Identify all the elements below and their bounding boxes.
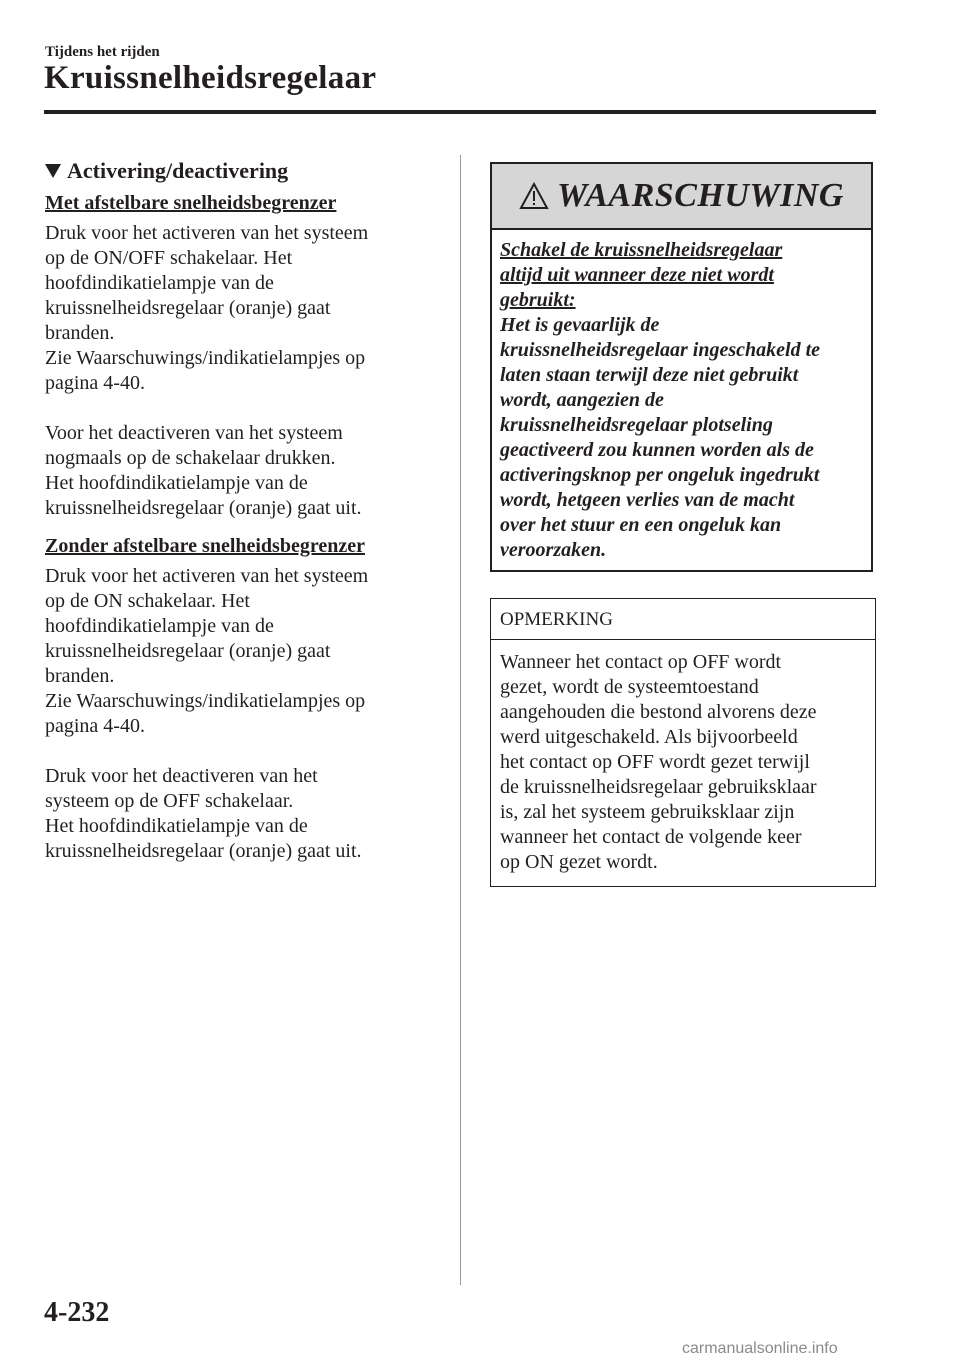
text-line: hoofdindikatielampje van de	[45, 615, 274, 637]
note-text-line: het contact op OFF wordt gezet terwijl	[500, 751, 810, 773]
warning-triangle-icon	[519, 182, 549, 210]
text-line: nogmaals op de schakelaar drukken.	[45, 447, 336, 469]
warning-text-line: wordt, hetgeen verlies van de macht	[500, 489, 795, 511]
text-line: branden.	[45, 665, 115, 687]
warning-text-line: activeringsknop per ongeluk ingedrukt	[500, 464, 820, 486]
paragraph-without-limiter-activate	[45, 564, 445, 739]
warning-text-line: kruissnelheidsregelaar ingeschakeld te	[500, 339, 821, 361]
section-title: Activering/deactivering	[67, 158, 289, 183]
note-text-line: wanneer het contact de volgende keer	[500, 826, 802, 848]
subsection-title-without-limiter: Zonder afstelbare snelheidsbegrenzer	[45, 535, 365, 557]
note-text-line: gezet, wordt de systeemtoestand	[500, 676, 759, 698]
text-line: pagina 4-40.	[45, 372, 145, 394]
text-line: op de ON/OFF schakelaar. Het	[45, 247, 293, 269]
text-line: Het hoofdindikatielampje van de	[45, 472, 308, 494]
column-divider	[460, 155, 461, 1285]
text-line: Druk voor het activeren van het systeem	[45, 565, 369, 587]
text-line: branden.	[45, 322, 115, 344]
page-number: 4-232	[44, 1297, 110, 1328]
text-line: Zie Waarschuwings/indikatielampjes op	[45, 347, 366, 369]
note-text-line: de kruissnelheidsregelaar gebruiksklaar	[500, 776, 817, 798]
warning-body	[492, 230, 871, 563]
note-body	[491, 640, 875, 875]
watermark: carmanualsonline.info	[682, 1340, 838, 1357]
paragraph-with-limiter-activate	[45, 221, 445, 396]
text-line: kruissnelheidsregelaar (oranje) gaat uit.	[45, 840, 362, 862]
paragraph-with-limiter-deactivate	[45, 421, 445, 521]
text-line: Druk voor het deactiveren van het	[45, 765, 318, 787]
warning-emphasis-line: altijd uit wanneer deze niet wordt	[500, 264, 774, 286]
warning-text-line: veroorzaken.	[500, 539, 607, 561]
note-title: OPMERKING	[491, 599, 875, 640]
text-line: Druk voor het activeren van het systeem	[45, 222, 369, 244]
text-line: Zie Waarschuwings/indikatielampjes op	[45, 690, 366, 712]
warning-text-line: geactiveerd zou kunnen worden als de	[500, 439, 814, 461]
chapter-label: Tijdens het rijden	[45, 44, 160, 60]
text-line: kruissnelheidsregelaar (oranje) gaat	[45, 640, 331, 662]
warning-text-line: laten staan terwijl deze niet gebruikt	[500, 364, 799, 386]
triangle-bullet-icon	[45, 164, 61, 178]
warning-text-line: kruissnelheidsregelaar plotseling	[500, 414, 773, 436]
note-text-line: op ON gezet wordt.	[500, 851, 658, 873]
note-box	[490, 598, 876, 887]
warning-header	[492, 164, 871, 230]
note-text-line: werd uitgeschakeld. Als bijvoorbeeld	[500, 726, 798, 748]
left-column	[45, 158, 445, 864]
text-line: hoofdindikatielampje van de	[45, 272, 274, 294]
warning-text-line: wordt, aangezien de	[500, 389, 664, 411]
text-line: pagina 4-40.	[45, 715, 145, 737]
warning-emphasis-line: gebruikt:	[500, 289, 576, 311]
warning-text-line: Het is gevaarlijk de	[500, 314, 660, 336]
text-line: Het hoofdindikatielampje van de	[45, 815, 308, 837]
text-line: systeem op de OFF schakelaar.	[45, 790, 294, 812]
header-rule	[44, 110, 876, 114]
warning-box	[490, 162, 873, 572]
section-heading	[45, 158, 445, 184]
warning-text-line: over het stuur en een ongeluk kan	[500, 514, 782, 536]
text-line: Voor het deactiveren van het systeem	[45, 422, 343, 444]
warning-title: WAARSCHUWING	[557, 177, 844, 214]
note-text-line: Wanneer het contact op OFF wordt	[500, 651, 782, 673]
warning-emphasis-line: Schakel de kruissnelheidsregelaar	[500, 239, 783, 261]
note-text-line: aangehouden die bestond alvorens deze	[500, 701, 817, 723]
page-title: Kruissnelheidsregelaar	[44, 60, 377, 96]
text-line: kruissnelheidsregelaar (oranje) gaat	[45, 297, 331, 319]
note-text-line: is, zal het systeem gebruiksklaar zijn	[500, 801, 795, 823]
paragraph-without-limiter-deactivate	[45, 764, 445, 864]
text-line: kruissnelheidsregelaar (oranje) gaat uit.	[45, 497, 362, 519]
text-line: op de ON schakelaar. Het	[45, 590, 250, 612]
subsection-title-with-limiter: Met afstelbare snelheidsbegrenzer	[45, 192, 337, 214]
